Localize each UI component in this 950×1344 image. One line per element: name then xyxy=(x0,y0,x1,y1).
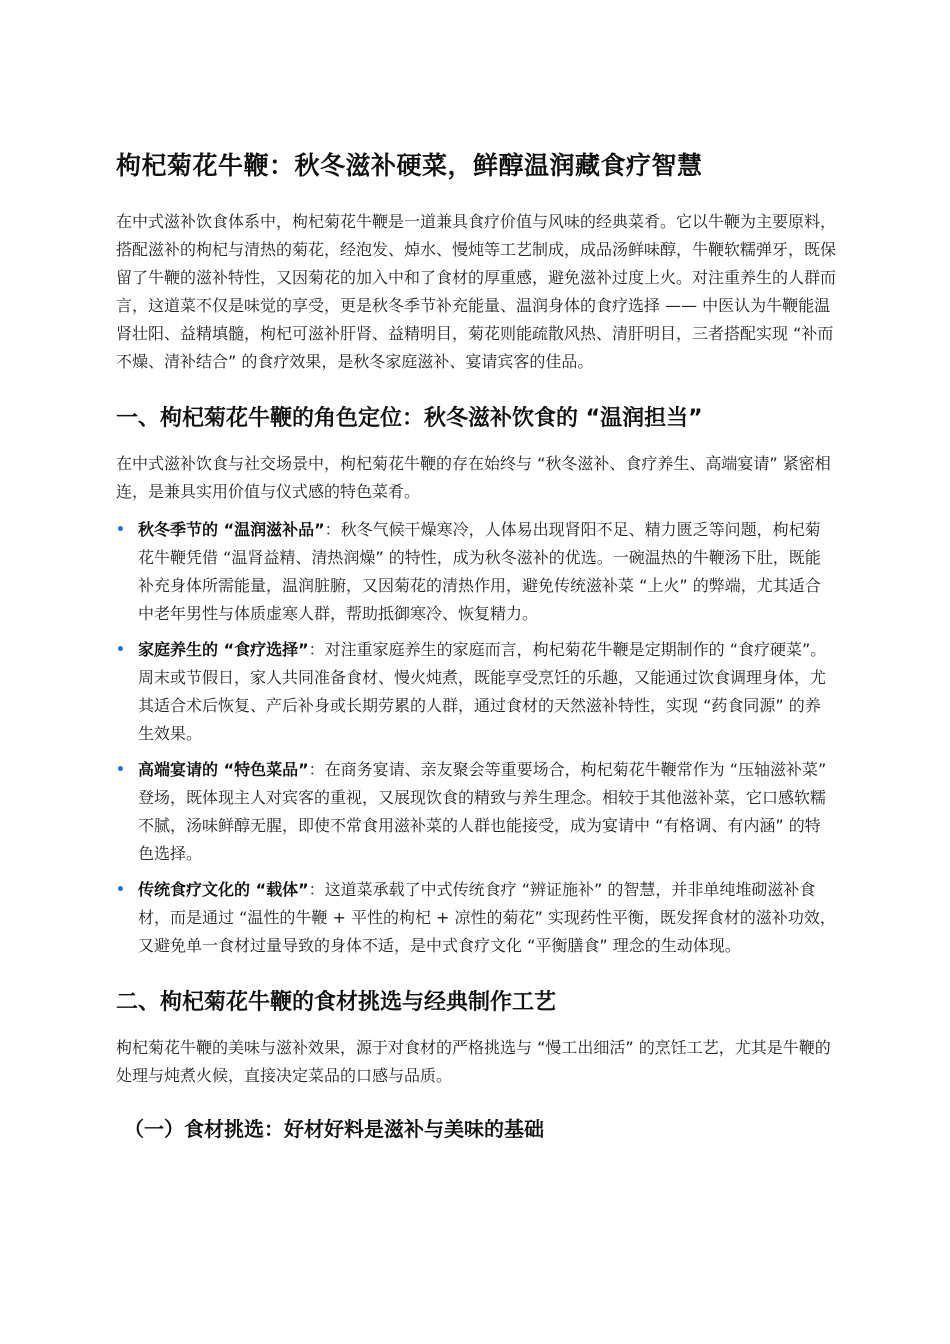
list-item-text: ：这道菜承载了中式传统食疗 “辨证施补” 的智慧，并非单纯堆砌滋补食材，而是通过 “温性的牛鞭 + 平性的枸杞 + 凉性的菊花” 实现药性平衡，既发挥食材的滋补功效，又避免单一食材过量导致的身体不适，是中式食疗文化 “平衡膳食” 理念的生动体现。 xyxy=(138,880,836,955)
list-item-term: 秋冬季节的 “温润滋补品” xyxy=(138,520,325,539)
article xyxy=(116,148,836,1154)
list-item-text: ：在商务宴请、亲友聚会等重要场合，枸杞菊花牛鞭常作为 “压轴滋补菜” 登场，既体现主人对宾客的重视，又展现饮食的精致与养生理念。相较于其他滋补菜，它口感软糯不腻，汤味鲜醇无腥，即使不常食用滋补菜的人群也能接受，成为宴请中 “有格调、有内涵” 的特色选择。 xyxy=(138,760,827,863)
section-1-intro: 在中式滋补饮食与社交场景中，枸杞菊花牛鞭的存在始终与 “秋冬滋补、食疗养生、高端宴请” 紧密相连，是兼具实用价值与仪式感的特色菜肴。 xyxy=(116,454,831,501)
subsection-heading: （一）食材挑选：好材好料是滋补与美味的基础 xyxy=(124,1117,544,1141)
page-title: 枸杞菊花牛鞭：秋冬滋补硬菜，鲜醇温润藏食疗智慧 xyxy=(116,151,703,180)
section-heading-2: 二、枸杞菊花牛鞭的食材挑选与经典制作工艺 xyxy=(116,990,557,1015)
list-item-term: 传统食疗文化的 “载体” xyxy=(138,880,309,899)
intro-paragraph: 在中式滋补饮食体系中，枸杞菊花牛鞭是一道兼具食疗价值与风味的经典菜肴。它以牛鞭为主要原料，搭配滋补的枸杞与清热的菊花，经泡发、焯水、慢炖等工艺制成，成品汤鲜味醇，牛鞭软糯弹牙，既保留了牛鞭的滋补特性，又因菊花的加入中和了食材的厚重感，避免滋补过度上火。对注重养生的人群而言，这道菜不仅是味觉的享受，更是秋冬季节补充能量、温润身体的食疗选择 —— 中医认为牛鞭能温肾壮阳、益精填髓，枸杞可滋补肝肾、益精明目，菊花则能疏散风热、清肝明目，三者搭配实现 “补而不燥、清补结合” 的食疗效果，是秋冬家庭滋补、宴请宾客的佳品。 xyxy=(116,212,837,371)
list-item xyxy=(116,756,836,868)
section-1-list xyxy=(116,516,836,960)
bullet-icon: • xyxy=(116,762,125,778)
section-heading-1: 一、枸杞菊花牛鞭的角色定位：秋冬滋补饮食的 “温润担当” xyxy=(116,406,703,431)
bullet-icon: • xyxy=(116,522,125,538)
list-item-text: ：对注重家庭养生的家庭而言，枸杞菊花牛鞭是定期制作的 “食疗硬菜”。周末或节假日，家人共同准备食材、慢火炖煮，既能享受烹饪的乐趣，又能通过饮食调理身体，尤其适合术后恢复、产后补身或长期劳累的人群，通过食材的天然滋补特性，实现 “药食同源” 的养生效果。 xyxy=(138,640,827,743)
list-item xyxy=(116,516,836,628)
bullet-icon: • xyxy=(116,882,125,898)
section-2-intro: 枸杞菊花牛鞭的美味与滋补效果，源于对食材的严格挑选与 “慢工出细活” 的烹饪工艺，尤其是牛鞭的处理与炖煮火候，直接决定菜品的口感与品质。 xyxy=(116,1038,831,1085)
list-item-term: 家庭养生的 “食疗选择” xyxy=(138,640,309,659)
bullet-icon: • xyxy=(116,642,125,658)
list-item-term: 高端宴请的 “特色菜品” xyxy=(138,760,309,779)
list-item xyxy=(116,636,836,748)
list-item-text: ：秋冬气候干燥寒冷，人体易出现肾阳不足、精力匮乏等问题，枸杞菊花牛鞭凭借 “温肾益精、清热润燥” 的特性，成为秋冬滋补的优选。一碗温热的牛鞭汤下肚，既能补充身体所需能量，温润脏腑，又因菊花的清热作用，避免传统滋补菜 “上火” 的弊端，尤其适合中老年男性与体质虚寒人群，帮助抵御寒冷、恢复精力。 xyxy=(138,520,821,623)
list-item xyxy=(116,876,836,960)
